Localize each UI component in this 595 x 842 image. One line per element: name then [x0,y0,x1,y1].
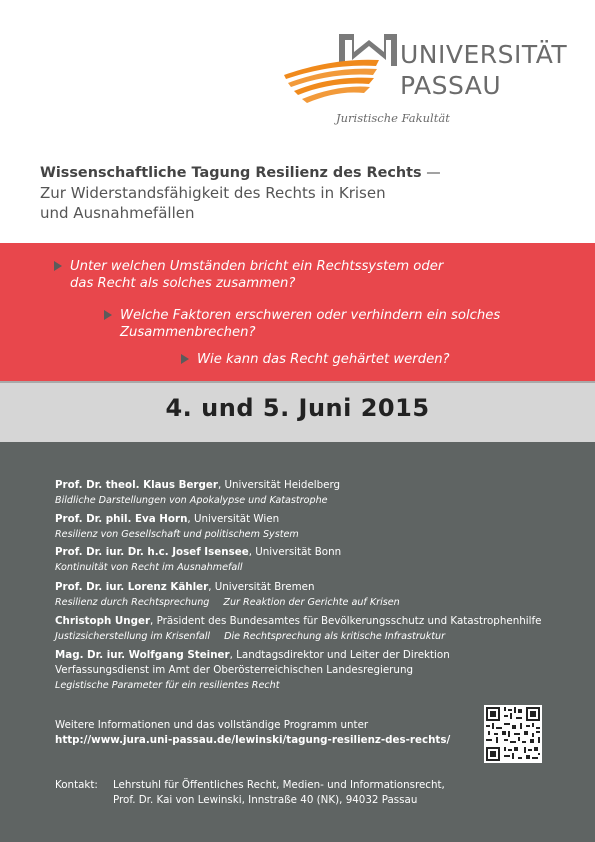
qr-code [484,705,542,763]
question-3 [197,351,450,368]
speaker-affiliation: , Präsident des Bundesamtes für Bevölkerungsschutz und Katastrophenhilfe [150,615,542,627]
faculty-name: Juristische Fakultät [336,111,450,125]
speaker-affiliation-2: Verfassungsdienst im Amt der Oberösterreichischen Landesregierung [55,664,414,676]
program-link[interactable]: http://www.jura.uni-passau.de/lewinski/tagung-resilienz-des-rechts/ [55,734,451,746]
speaker-name: Christoph Unger [55,615,151,627]
speaker-entry [55,648,575,693]
title-dash: — [421,165,441,181]
speaker-name: Prof. Dr. iur. Lorenz Kähler [55,581,209,593]
speaker-name: Prof. Dr. iur. Dr. h.c. Josef Isensee [55,546,249,558]
speaker-affiliation: , Universität Heidelberg [217,479,341,491]
speaker-topic: Legistische Parameter für ein resilientes Recht [55,680,280,691]
question-2 [120,307,500,341]
conference-date: 4. und 5. Juni 2015 [165,394,430,422]
info-text: Weitere Informationen und das vollständige Programm unter [55,719,369,731]
speaker-affiliation: , Universität Wien [187,513,280,525]
conference-title [40,163,560,223]
speaker-entry [55,614,575,644]
speaker-affiliation: , Landtagsdirektor und Leiter der Direktion [229,649,450,661]
speaker-topic: Bildliche Darstellungen von Apokalypse und Katastrophe [55,495,328,506]
speaker-name: Prof. Dr. phil. Eva Horn [55,513,188,525]
contact-line1: Lehrstuhl für Öffentliches Recht, Medien- und Informationsrecht, [113,779,445,791]
speaker-entry [55,580,575,610]
speaker-topic: Resilienz von Gesellschaft und politischem System [55,529,299,540]
question-2-line2: Zusammenbrechen? [120,325,256,340]
contact-line2: Prof. Dr. Kai von Lewinski, Innstraße 40 (NK), 94032 Passau [113,794,418,806]
speaker-entry [55,478,575,508]
question-1 [70,258,443,292]
university-name-line1: UNIVERSITÄT [400,40,568,69]
arrow-icon [181,354,189,364]
speaker-entry [55,512,575,542]
question-2-line1: Welche Faktoren erschweren oder verhindern ein solches [120,308,501,323]
question-3-line1: Wie kann das Recht gehärtet werden? [197,352,450,367]
title-main: Wissenschaftliche Tagung Resilienz des Rechts [40,165,422,181]
subtitle-line1: Zur Widerstandsfähigkeit des Rechts in Krisen [40,184,386,202]
orange-fields-icon [284,60,379,103]
speaker-name: Prof. Dr. theol. Klaus Berger [55,479,218,491]
speaker-topic-2: Die Rechtsprechung als kritische Infrastruktur [224,631,446,642]
speaker-entry [55,545,575,575]
speaker-affiliation: , Universität Bonn [248,546,342,558]
question-1-line2: das Recht als solches zusammen? [70,276,296,291]
speaker-name: Mag. Dr. iur. Wolfgang Steiner [55,649,230,661]
arrow-icon [104,310,112,320]
speaker-topic-2: Zur Reaktion der Gerichte auf Krisen [223,597,400,608]
subtitle-line2: und Ausnahmefällen [40,204,195,222]
speaker-topic: Justizsicherstellung im Krisenfall [55,631,211,642]
question-1-line1: Unter welchen Umständen bricht ein Rechtssystem oder [70,259,444,274]
speaker-topic: Resilienz durch Rechtsprechung [55,597,210,608]
university-name-line2: PASSAU [400,71,502,100]
info-block [55,718,450,748]
contact-label: Kontakt: [55,779,98,791]
arrow-icon [54,261,62,271]
speaker-affiliation: , Universität Bremen [208,581,315,593]
speaker-topic: Kontinuität von Recht im Ausnahmefall [55,562,243,573]
